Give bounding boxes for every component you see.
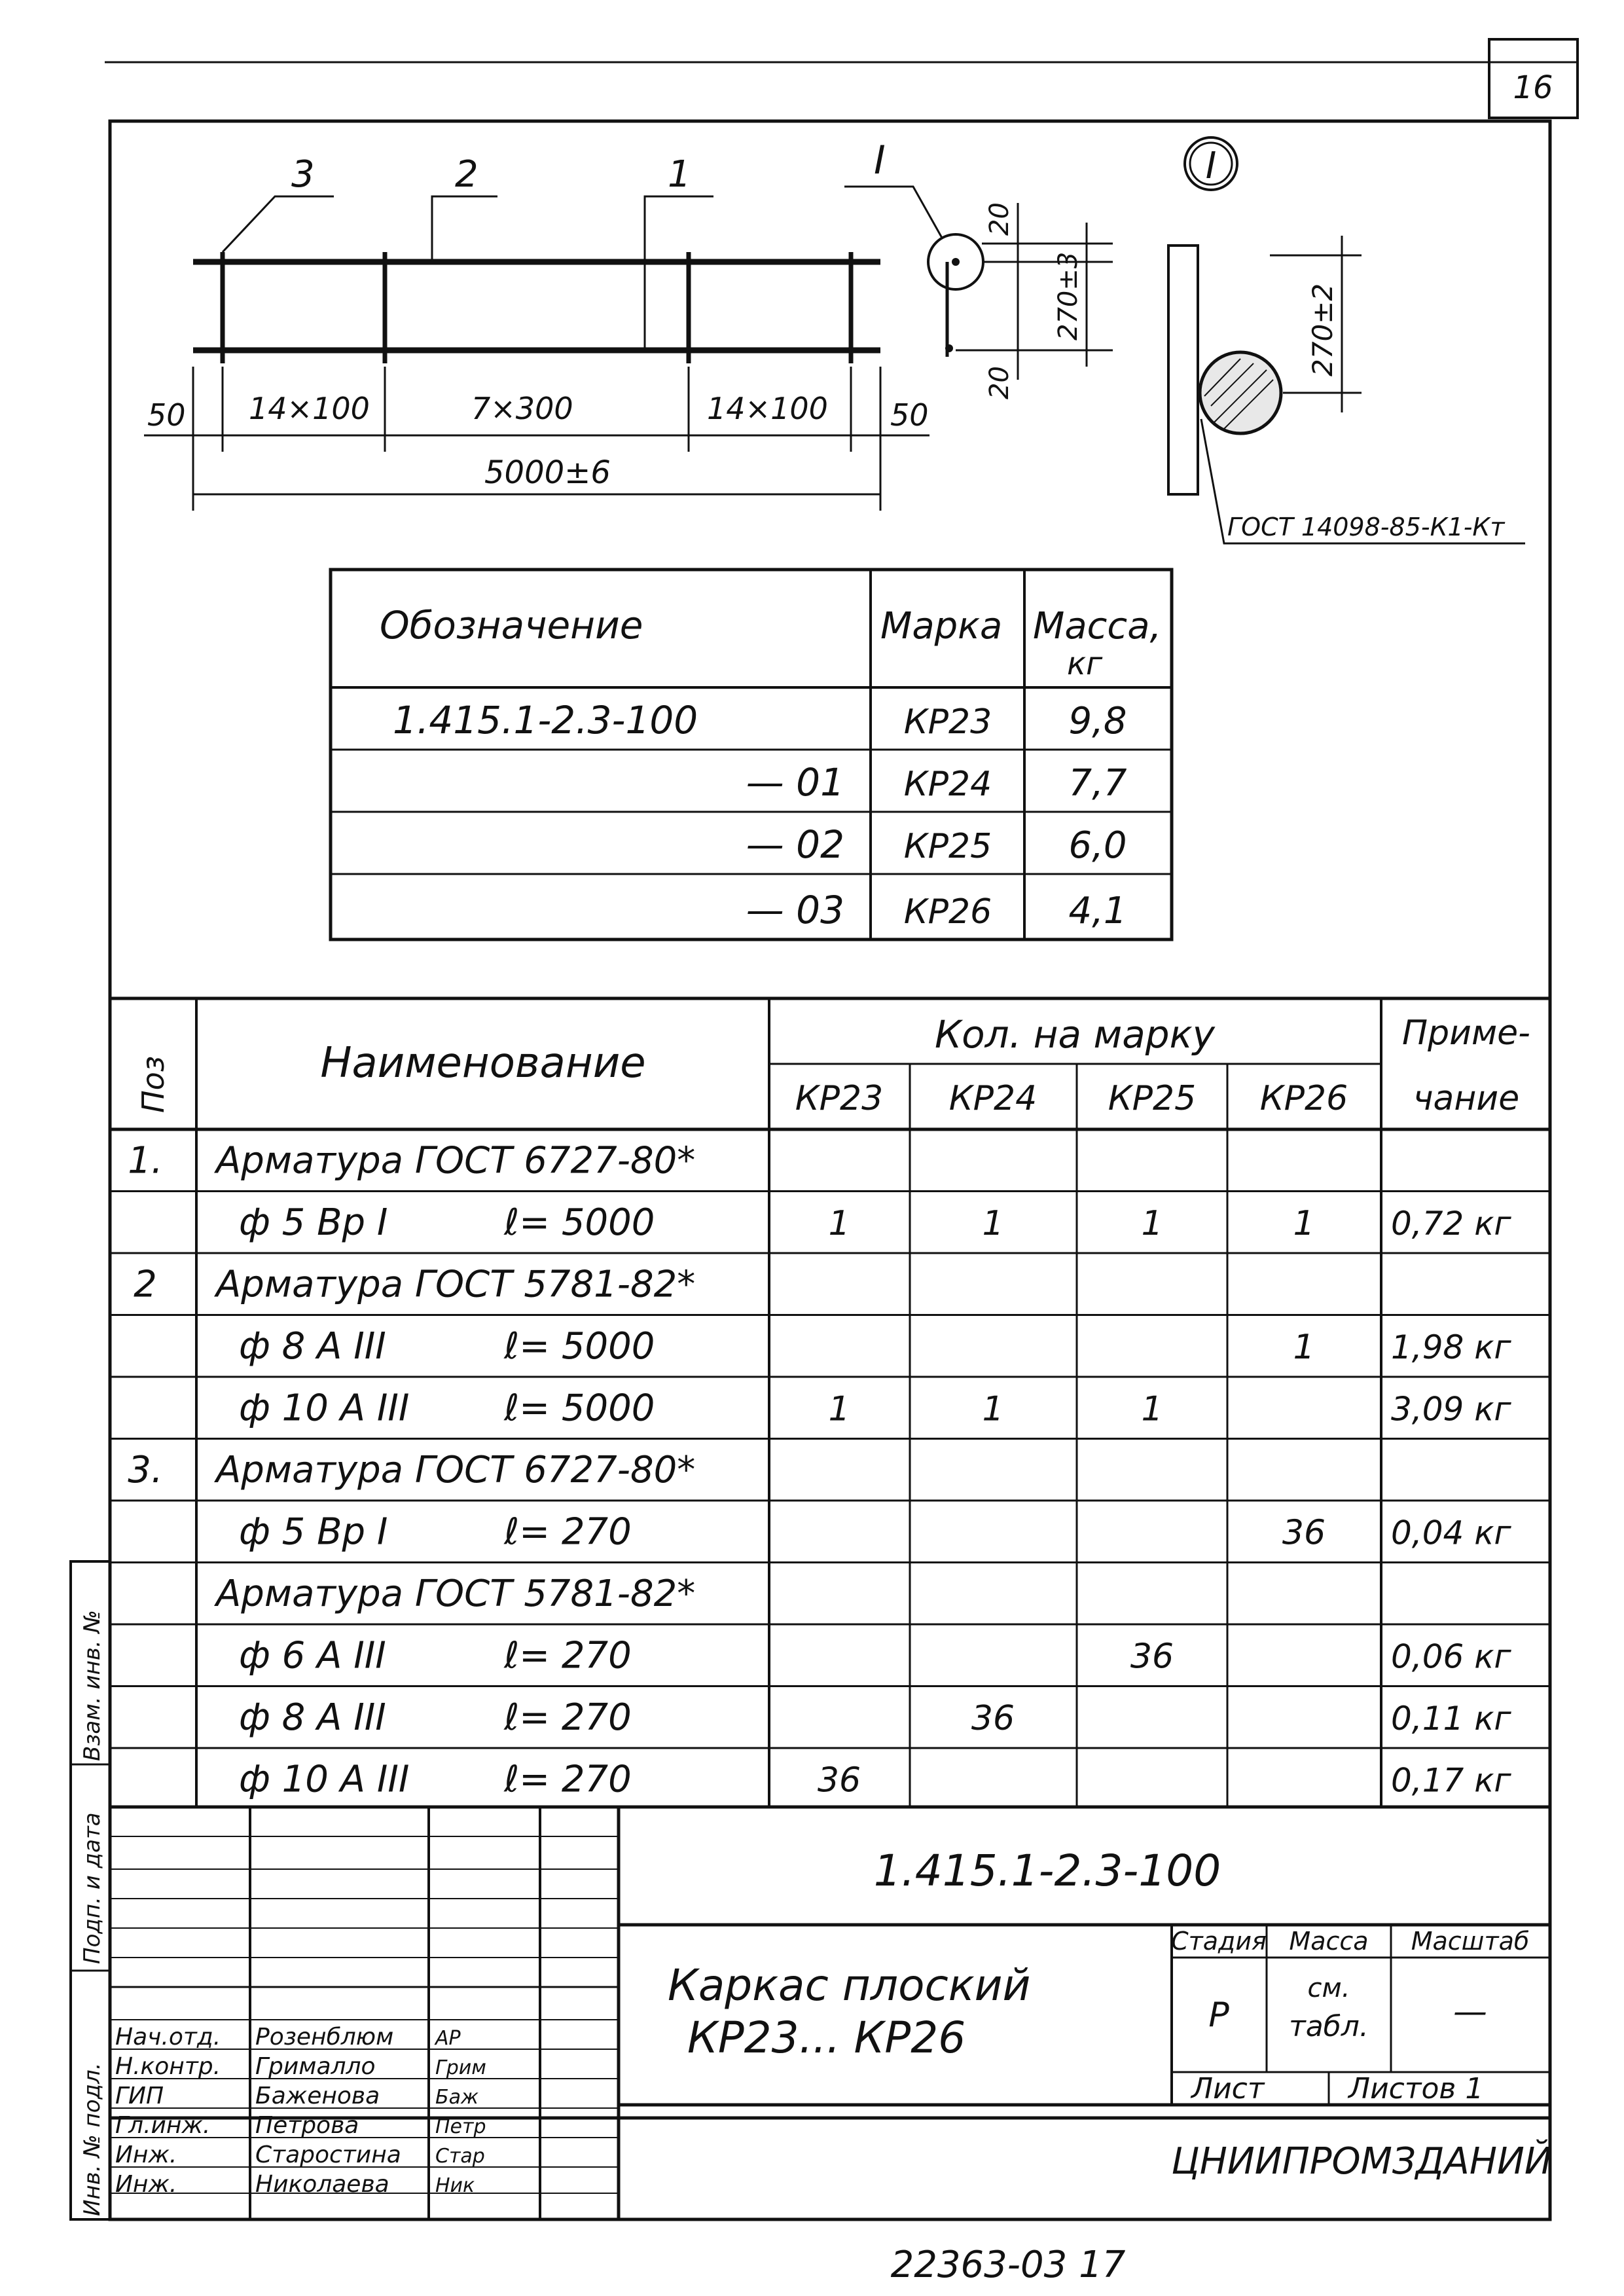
marks-header-designation: Обозначение <box>380 603 643 647</box>
spec-row-qty: 1 <box>1293 1328 1315 1367</box>
spec-header-qty: Кол. на марку <box>935 1012 1215 1057</box>
spec-header-mark-1: КР24 <box>948 1079 1038 1118</box>
spec-row-note: 0,06 кг <box>1391 1637 1511 1676</box>
spec-row-qty: 36 <box>971 1699 1015 1738</box>
page-number: 16 <box>1513 69 1553 106</box>
marks-row-2-designation: — 02 <box>746 822 844 867</box>
spec-row-length: ℓ= 5000 <box>504 1201 655 1244</box>
spec-header-name: Наименование <box>320 1039 646 1087</box>
margin-stamp-0: Взам. инв. № <box>79 1610 105 1761</box>
signature-role: Гл.инж. <box>115 2112 211 2139</box>
signature-role: Инж. <box>115 2171 177 2198</box>
marks-row-1-mark: КР24 <box>903 765 992 804</box>
signature-mark: Ник <box>435 2174 475 2197</box>
spec-row-name: Арматура ГОСТ 5781-82* <box>216 1263 696 1306</box>
signature-name: Розенблюм <box>255 2024 394 2050</box>
doc-code: 1.415.1-2.3-100 <box>873 1846 1221 1896</box>
page-header <box>105 39 1578 118</box>
spec-row-name: ф 6 A III <box>239 1634 386 1677</box>
marks-row-3-mass: 4,1 <box>1068 890 1127 932</box>
spec-row-name: Арматура ГОСТ 6727-80* <box>216 1139 696 1182</box>
mass-label: Масса <box>1289 1927 1369 1956</box>
dim-detail-height: 270±2 <box>1307 283 1339 376</box>
signature-role: ГИП <box>115 2083 164 2109</box>
stage-label: Стадия <box>1171 1927 1267 1956</box>
spec-row-qty: 36 <box>817 1760 861 1800</box>
spec-row-qty: 36 <box>1282 1513 1326 1553</box>
spec-row-note: 0,04 кг <box>1391 1514 1511 1552</box>
dim-bottom-offset: 20 <box>984 366 1015 399</box>
spec-row-length: ℓ= 5000 <box>504 1387 655 1430</box>
marks-row-1-designation: — 01 <box>746 760 844 805</box>
marks-row-3-designation: — 03 <box>746 888 844 932</box>
spec-row-qty: 1 <box>1141 1204 1163 1243</box>
dim-top-offset: 20 <box>984 202 1015 236</box>
spec-table <box>110 998 1550 1807</box>
node-label: I <box>874 137 886 183</box>
spec-row-qty: 36 <box>1130 1637 1174 1677</box>
marks-row-0-designation: 1.415.1-2.3-100 <box>393 698 698 742</box>
signature-mark: Стар <box>435 2145 485 2168</box>
dim-seg3: 14×100 <box>707 391 828 426</box>
title-line-1: Каркас плоский <box>668 1960 1031 2011</box>
spec-row-note: 0,11 кг <box>1391 1700 1511 1738</box>
marks-table <box>331 570 1172 939</box>
signature-name: Петрова <box>255 2112 359 2139</box>
signature-name: Старостина <box>255 2141 401 2168</box>
signature-role: Нач.отд. <box>115 2024 221 2050</box>
spec-row-qty: 1 <box>1141 1389 1163 1429</box>
marks-row-2-mass: 6,0 <box>1068 824 1127 867</box>
spec-header-note-2: чание <box>1413 1079 1520 1118</box>
bar-section <box>1200 352 1281 433</box>
node-detail <box>1168 137 1525 543</box>
marks-row-0-mark: КР23 <box>903 702 992 742</box>
organization: ЦНИИПРОМЗДАНИЙ <box>1171 2140 1552 2183</box>
marks-row-0-mass: 9,8 <box>1068 700 1127 742</box>
marks-row-1-mass: 7,7 <box>1068 762 1127 805</box>
pos-label-2: 2 <box>455 153 478 196</box>
spec-header-mark-3: КР26 <box>1259 1079 1348 1118</box>
spec-row-qty: 1 <box>982 1204 1004 1243</box>
dim-seg1: 14×100 <box>249 391 370 426</box>
dim-end-right: 50 <box>890 397 929 433</box>
spec-row-name: ф 5 Вр I <box>239 1201 388 1244</box>
dim-height: 270±3 <box>1053 251 1083 340</box>
dim-total: 5000±6 <box>484 454 611 491</box>
spec-row-name: ф 5 Вр I <box>239 1510 388 1554</box>
spec-row-pos: 3. <box>128 1449 163 1491</box>
spec-row-note: 1,98 кг <box>1391 1328 1511 1366</box>
spec-row-pos: 1. <box>128 1139 163 1182</box>
spec-header-mark-0: КР23 <box>795 1079 884 1118</box>
margin-stamp <box>71 1561 110 2219</box>
spec-row-name: ф 10 A III <box>239 1758 410 1801</box>
spec-row-qty: 1 <box>982 1389 1004 1429</box>
signature-mark: АР <box>435 2027 461 2050</box>
signature-mark: Грим <box>435 2056 486 2079</box>
spec-row-qty: 1 <box>828 1204 850 1243</box>
dim-seg2: 7×300 <box>471 391 573 426</box>
stage-value: Р <box>1208 1995 1229 2035</box>
scale-value: — <box>1453 1992 1487 2032</box>
signature-role: Инж. <box>115 2141 177 2168</box>
margin-stamp-2: Инв. № подл. <box>79 2062 105 2216</box>
pos-label-3: 3 <box>291 153 315 196</box>
signature-name: Грималло <box>255 2053 376 2080</box>
spec-row-qty: 1 <box>828 1389 850 1429</box>
spec-row-pos: 2 <box>134 1263 157 1306</box>
mass-value-1: см. <box>1307 1973 1350 2003</box>
pos-label-1: 1 <box>668 153 691 196</box>
spec-row-name: ф 8 A III <box>239 1696 386 1739</box>
weld-standard: ГОСТ 14098-85-К1-Кт <box>1227 513 1505 541</box>
marks-row-2-mark: КР25 <box>903 827 992 866</box>
spec-row-name: Арматура ГОСТ 6727-80* <box>216 1449 696 1491</box>
signature-name: Баженова <box>255 2083 380 2109</box>
spec-row-note: 3,09 кг <box>1391 1390 1511 1429</box>
spec-row-note: 0,17 кг <box>1391 1761 1511 1800</box>
spec-row-qty: 1 <box>1293 1204 1315 1243</box>
margin-stamp-1: Подп. и дата <box>79 1812 105 1964</box>
spec-row-length: ℓ= 270 <box>504 1696 632 1739</box>
marks-header-mark: Марка <box>880 605 1003 647</box>
signature-mark: Петр <box>435 2115 486 2138</box>
spec-row-name: ф 8 A III <box>239 1325 386 1368</box>
cage-drawing <box>144 137 1113 511</box>
title-block <box>110 1807 1552 2219</box>
spec-header-pos: Поз <box>135 1055 171 1113</box>
dim-end-left: 50 <box>147 397 186 433</box>
mass-value-2: табл. <box>1289 2010 1369 2043</box>
spec-header-note-1: Приме- <box>1402 1013 1530 1053</box>
spec-row-length: ℓ= 5000 <box>504 1325 655 1368</box>
signature-mark: Баж <box>435 2086 478 2109</box>
sheet-label: Лист <box>1191 2072 1265 2105</box>
marks-row-3-mark: КР26 <box>903 892 992 932</box>
spec-row-note: 0,72 кг <box>1391 1205 1511 1243</box>
sheets-label: Листов 1 <box>1348 2072 1484 2105</box>
spec-row-length: ℓ= 270 <box>504 1510 632 1554</box>
scale-label: Масштаб <box>1411 1927 1530 1956</box>
marks-header-mass-unit: кг <box>1067 646 1103 682</box>
title-line-2: КР23... КР26 <box>687 2013 966 2063</box>
spec-row-length: ℓ= 270 <box>504 1758 632 1801</box>
bottom-code: 22363-03 17 <box>890 2244 1126 2286</box>
spec-row-name: Арматура ГОСТ 5781-82* <box>216 1573 696 1615</box>
node-detail-label: I <box>1205 145 1217 187</box>
spec-header-mark-2: КР25 <box>1108 1079 1197 1118</box>
signature-name: Николаева <box>255 2171 389 2198</box>
spec-row-name: ф 10 A III <box>239 1387 410 1430</box>
signature-role: Н.контр. <box>115 2053 221 2080</box>
marks-header-mass: Масса, <box>1033 605 1162 647</box>
spec-row-length: ℓ= 270 <box>504 1634 632 1677</box>
